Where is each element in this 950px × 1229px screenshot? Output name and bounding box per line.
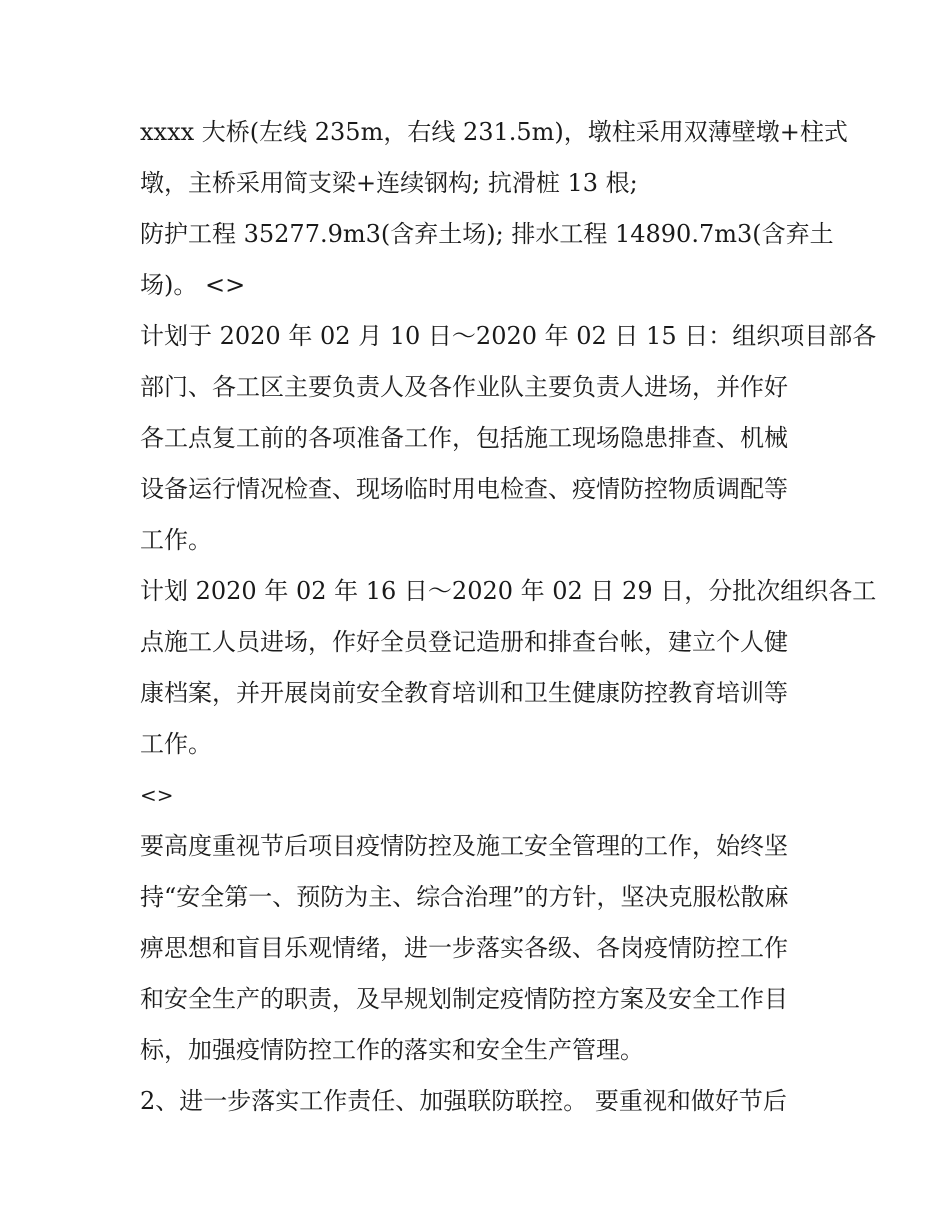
paragraph-marker [140,770,820,821]
text-line: <> [140,783,174,807]
text-line: 部门、各工区主要负责人及各作业队主要负责人进场，并作好 [140,373,788,401]
text-line: 要高度重视节后项目疫情防控及施工安全管理的工作，始终坚 [140,832,788,860]
text-line: xxxx 大桥(左线 235m，右线 231.5m)，墩柱采用双薄壁墩+柱式 [140,118,848,146]
text-line: 工作。 [140,526,212,554]
paragraph-bridge [140,107,848,209]
paragraph-plan-2 [140,566,877,770]
text-line: 计划 2020 年 02 年 16 日～2020 年 02 日 29 日，分批次组织各工 [140,577,877,605]
text-line: 各工点复工前的各项准备工作，包括施工现场隐患排查、机械 [140,424,788,452]
text-line: 持“安全第一、预防为主、综合治理”的方针，坚决克服松散麻 [140,883,789,911]
text-line: 场)。 <> [140,271,246,299]
text-line: 痹思想和盲目乐观情绪，进一步落实各级、各岗疫情防控工作 [140,934,788,962]
text-line: 计划于 2020 年 02 月 10 日～2020 年 02 日 15 日：组织项目部各 [140,322,877,350]
text-line: 设备运行情况检查、现场临时用电检查、疫情防控物质调配等 [140,475,788,503]
paragraph-plan-1 [140,311,877,566]
text-line: 康档案，并开展岗前安全教育培训和卫生健康防控教育培训等 [140,679,788,707]
paragraph-protection [140,209,834,311]
text-line: 2、进一步落实工作责任、加强联防联控。 要重视和做好节后 [140,1087,787,1115]
text-line: 和安全生产的职责，及早规划制定疫情防控方案及安全工作目 [140,985,788,1013]
text-line: 防护工程 35277.9m3(含弃土场); 排水工程 14890.7m3(含弃土 [140,220,834,248]
paragraph-emphasis [140,821,820,1076]
document-body [140,107,877,1127]
text-line: 墩，主桥采用简支梁+连续钢构; 抗滑桩 13 根; [140,169,638,197]
text-line: 工作。 [140,730,212,758]
text-line: 标，加强疫情防控工作的落实和安全生产管理。 [140,1036,644,1064]
paragraph-item-2 [140,1076,820,1127]
text-line: 点施工人员进场，作好全员登记造册和排查台帐，建立个人健 [140,628,788,656]
